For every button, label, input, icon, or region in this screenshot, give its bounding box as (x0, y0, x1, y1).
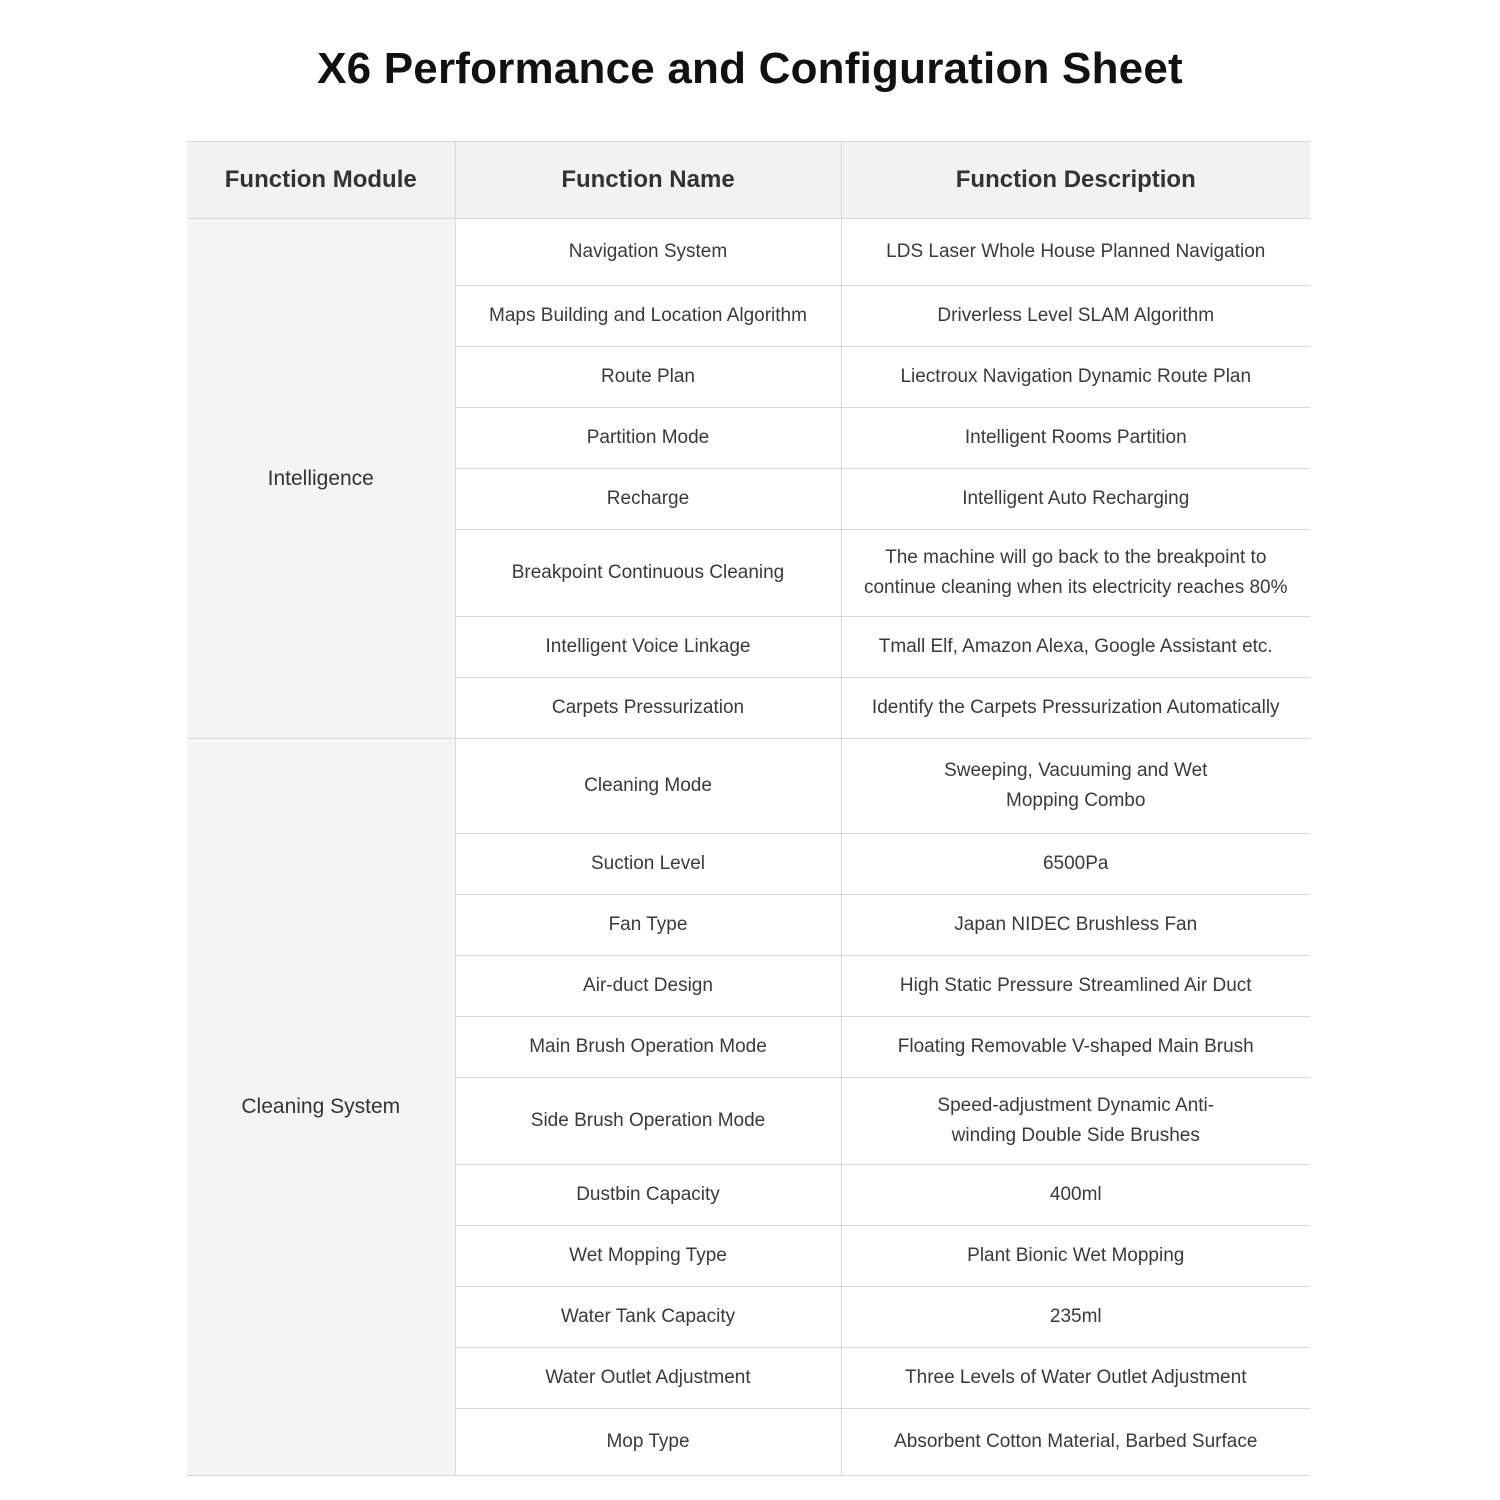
function-description-cell: Sweeping, Vacuuming and Wet Mopping Combo (841, 739, 1310, 834)
function-description-cell: Intelligent Auto Recharging (841, 469, 1310, 530)
function-name-cell: Breakpoint Continuous Cleaning (455, 530, 841, 617)
function-description-cell: Liectroux Navigation Dynamic Route Plan (841, 347, 1310, 408)
function-description-cell: Speed-adjustment Dynamic Anti-winding Double Side Brushes (841, 1078, 1310, 1165)
header-function-module: Function Module (187, 142, 455, 219)
function-description-cell: The machine will go back to the breakpoint to continue cleaning when its electricity reaches 80% (841, 530, 1310, 617)
function-name-cell: Navigation System (455, 219, 841, 286)
function-name-cell: Side Brush Operation Mode (455, 1078, 841, 1165)
function-description-cell: LDS Laser Whole House Planned Navigation (841, 219, 1310, 286)
function-name-cell: Route Plan (455, 347, 841, 408)
function-name-cell: Cleaning Mode (455, 739, 841, 834)
function-description-cell: Driverless Level SLAM Algorithm (841, 286, 1310, 347)
function-description-cell: High Static Pressure Streamlined Air Duct (841, 956, 1310, 1017)
function-description-cell: Plant Bionic Wet Mopping (841, 1226, 1310, 1287)
function-name-cell: Maps Building and Location Algorithm (455, 286, 841, 347)
function-name-cell: Carpets Pressurization (455, 678, 841, 739)
function-description-cell: 6500Pa (841, 834, 1310, 895)
table-row (187, 739, 1310, 834)
function-name-cell: Partition Mode (455, 408, 841, 469)
function-name-cell: Main Brush Operation Mode (455, 1017, 841, 1078)
function-name-cell: Intelligent Voice Linkage (455, 617, 841, 678)
function-description-cell: 235ml (841, 1287, 1310, 1348)
table-header-row (187, 142, 1310, 219)
function-description-cell: Intelligent Rooms Partition (841, 408, 1310, 469)
function-name-cell: Wet Mopping Type (455, 1226, 841, 1287)
function-description-cell: Identify the Carpets Pressurization Automatically (841, 678, 1310, 739)
function-description-cell: Tmall Elf, Amazon Alexa, Google Assistant etc. (841, 617, 1310, 678)
function-name-cell: Suction Level (455, 834, 841, 895)
function-description-cell: Japan NIDEC Brushless Fan (841, 895, 1310, 956)
function-name-cell: Water Tank Capacity (455, 1287, 841, 1348)
header-function-description: Function Description (841, 142, 1310, 219)
function-name-cell: Dustbin Capacity (455, 1165, 841, 1226)
configuration-table (187, 141, 1310, 1476)
function-description-cell: Three Levels of Water Outlet Adjustment (841, 1348, 1310, 1409)
function-name-cell: Mop Type (455, 1409, 841, 1476)
table-row (187, 219, 1310, 286)
function-description-cell: 400ml (841, 1165, 1310, 1226)
module-cell-intelligence: Intelligence (187, 219, 455, 739)
function-name-cell: Recharge (455, 469, 841, 530)
function-name-cell: Air-duct Design (455, 956, 841, 1017)
module-cell-cleaning-system: Cleaning System (187, 739, 455, 1476)
function-name-cell: Water Outlet Adjustment (455, 1348, 841, 1409)
header-function-name: Function Name (455, 142, 841, 219)
function-description-cell: Floating Removable V-shaped Main Brush (841, 1017, 1310, 1078)
function-name-cell: Fan Type (455, 895, 841, 956)
function-description-cell: Absorbent Cotton Material, Barbed Surface (841, 1409, 1310, 1476)
page-title: X6 Performance and Configuration Sheet (317, 44, 1183, 93)
